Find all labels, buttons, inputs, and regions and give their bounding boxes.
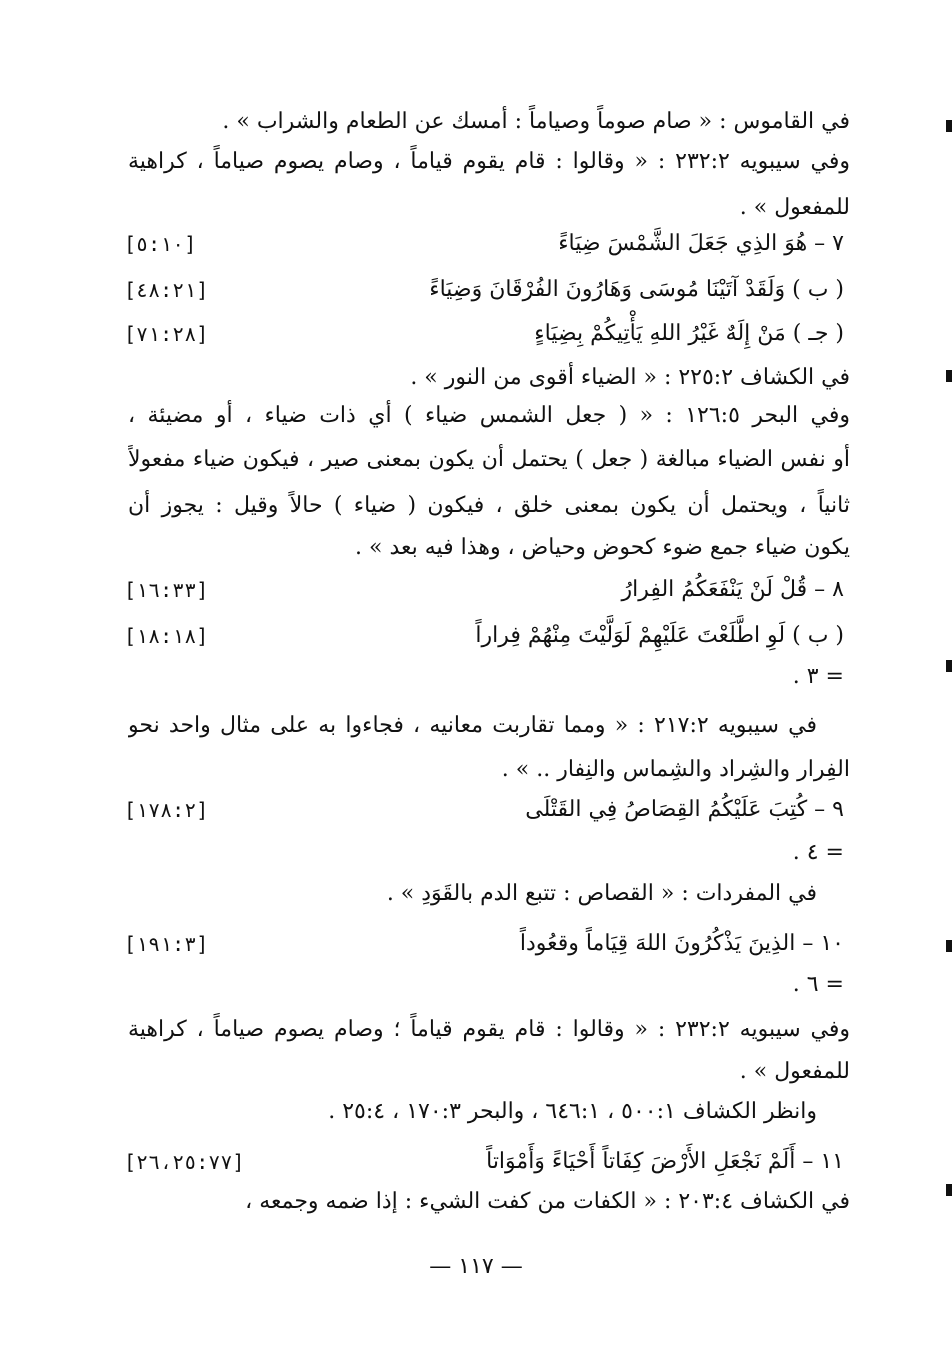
verse-line (124, 618, 844, 654)
text-line: وفي سيبويه ٢٣٢:٢ : « وقالوا : قام يقوم قياماً ؛ وصام يصوم صياماً ، كراهية (128, 1017, 850, 1042)
text-line: وانظر الكشاف ٥٠٠:١ ، ٦٤٦:١ ، والبحر ١٧٠:٣ ، ٢٥:٤ . (328, 1099, 817, 1124)
scan-edge-mark (946, 660, 952, 672)
verse-line (124, 226, 844, 262)
verse-reference: [٧١:٢٨] (124, 322, 209, 346)
verse-line (124, 272, 844, 308)
verse-reference: [١٦:٣٣] (124, 578, 209, 602)
text-line: أو نفس الضياء مبالغة ( جعل ) يحتمل أن يكون بمعنى صير ، فيكون ضياء مفعولاً (128, 447, 850, 472)
verse-text: ١٠ – الذِينَ يَذْكُرُونَ اللهَ قِيَاماً وقعُوداً (519, 931, 844, 956)
verse-reference: [١٨:١٨] (124, 624, 209, 648)
scan-edge-mark (946, 940, 952, 952)
verse-reference: [١٩١:٣] (124, 932, 209, 956)
text-line: وفي سيبويه ٢٣٢:٢ : « وقالوا : قام يقوم قياماً ، وصام يصوم صياماً ، كراهية (128, 149, 850, 174)
verse-text: ( ب ) وَلَقَدْ آتَيْنَا مُوسَى وَهَارُونَ الفُرْقَانَ وَضِيَاءً (429, 277, 844, 302)
text-line: الفِرار والشِراد والشِماس والنِفار .. » . (501, 757, 850, 782)
text-line: للمفعول » . (739, 195, 850, 220)
text-line: في القاموس : « صام صوماً وصياماً : أمسك عن الطعام والشراب » . (222, 109, 850, 134)
page-number: — ١١٧ — (429, 1254, 523, 1279)
verse-reference: [٢٦،٢٥:٧٧] (124, 1150, 245, 1174)
scan-edge-mark (946, 120, 952, 132)
count-note: = ٤ . (792, 840, 844, 865)
text-line: وفي البحر ١٢٦:٥ : « ( جعل الشمس ضياء ) أي ذات ضياء ، أو مضيئة ، (128, 403, 850, 428)
verse-text: ٧ – هُوَ الذِي جَعَلَ الشَّمْسَ ضِيَاءً (558, 231, 844, 256)
verse-text: ( جـ ) مَنْ إِلَهٌ غَيْرُ اللهِ يَأْتِيكُمْ بِضِيَاءٍ (534, 321, 844, 346)
verse-text: ( ب ) لَوِ اطَّلَعْتَ عَلَيْهِمْ لَوَلَّيْتَ مِنْهُمْ فِراراً (475, 623, 844, 648)
scan-edge-mark (946, 1184, 952, 1196)
verse-line (124, 926, 844, 962)
scan-edge-mark (946, 370, 952, 382)
text-line: في الكشاف ٢٢٥:٢ : « الضياء أقوى من النور » . (410, 365, 850, 390)
verse-line (124, 792, 844, 828)
text-line: ثانياً ، ويحتمل أن يكون بمعنى خلق ، فيكون ( ضياء ) حالاً وقيل : يجوز أن (128, 493, 850, 518)
count-note: = ٣ . (792, 664, 844, 689)
text-line: في سيبويه ٢١٧:٢ : « ومما تقاربت معانيه ، فجاءوا به على مثال واحد نحو (128, 713, 817, 738)
text-line: للمفعول » . (739, 1059, 850, 1084)
verse-text: ٨ – قُلْ لَنْ يَنْفَعَكُمُ الفِرارُ (621, 577, 844, 602)
verse-line (124, 572, 844, 608)
verse-reference: [٤٨:٢١] (124, 278, 209, 302)
verse-line (124, 1144, 844, 1180)
text-line: في الكشاف ٢٠٣:٤ : « الكفات من كفت الشيء : إذا ضمه وجمعه ، (245, 1189, 850, 1214)
verse-text: ٩ – كُتِبَ عَلَيْكُمُ القِصَاصُ فِي القَتْلَى (525, 797, 844, 822)
verse-line (124, 316, 844, 352)
verse-text: ١١ – أَلَمْ نَجْعَلِ الأَرْضَ كِفَاتاً أَحْيَاءً وَأَمْوَاتاً (486, 1149, 844, 1174)
count-note: = ٦ . (792, 972, 844, 997)
text-line: في المفردات : « القصاص : تتبع الدم بالقَوَدِ » . (386, 881, 817, 906)
verse-reference: [١٧٨:٢] (124, 798, 209, 822)
text-line: يكون ضياء جمع ضوء كحوض وحياض ، وهذا فيه بعد » . (355, 535, 850, 560)
verse-reference: [٥:١٠] (124, 232, 197, 256)
